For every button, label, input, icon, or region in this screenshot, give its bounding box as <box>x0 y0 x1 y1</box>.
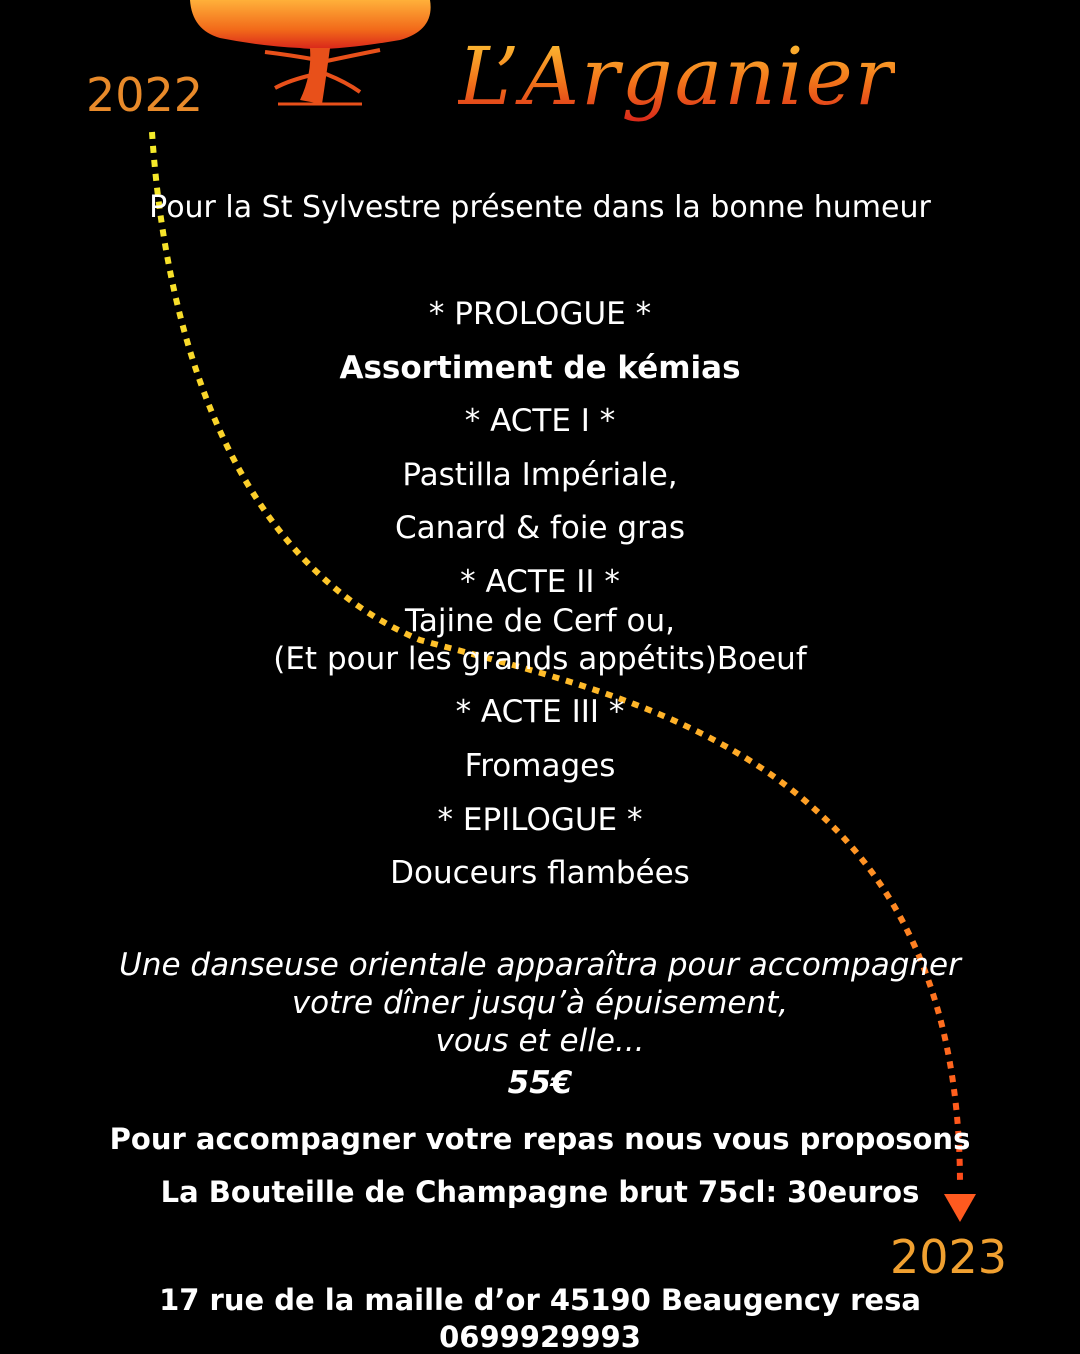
acte1-item-2: Canard & foie gras <box>394 510 686 546</box>
acte2-title: * ACTE II * <box>460 564 620 600</box>
show-line-3: vous et elle... <box>435 1023 645 1059</box>
acte3-title: * ACTE III * <box>455 694 625 730</box>
brand-title: L’Arganier <box>458 30 895 123</box>
acte2-item-2: (Et pour les grands appétits)Boeuf <box>273 641 807 677</box>
acte1-title: * ACTE I * <box>464 403 616 439</box>
intro-text: Pour la St Sylvestre présente dans la bonne humeur <box>149 190 931 225</box>
year-start: 2022 <box>86 68 204 122</box>
epilogue-item: Douceurs flambées <box>390 855 690 891</box>
prologue-item: Assortiment de kémias <box>339 350 741 386</box>
year-end: 2023 <box>890 1230 1008 1284</box>
drinks-line-2: La Bouteille de Champagne brut 75cl: 30euros <box>160 1175 920 1209</box>
epilogue-title: * EPILOGUE * <box>437 802 643 838</box>
prologue-title: * PROLOGUE * <box>428 296 652 332</box>
acte3-item: Fromages <box>464 748 616 784</box>
price: 55€ <box>507 1065 573 1101</box>
acte2-item-1: Tajine de Cerf ou, <box>405 603 675 639</box>
show-line-1: Une danseuse orientale apparaîtra pour accompagner <box>119 947 961 983</box>
argan-tree-logo <box>190 0 431 104</box>
address: 17 rue de la maille d’or 45190 Beaugency resa <box>159 1283 921 1317</box>
phone: 0699929993 <box>439 1320 641 1354</box>
acte1-item-1: Pastilla Impériale, <box>402 457 678 493</box>
show-line-2: votre dîner jusqu’à épuisement, <box>291 985 789 1021</box>
drinks-line-1: Pour accompagner votre repas nous vous proposons <box>109 1122 971 1156</box>
